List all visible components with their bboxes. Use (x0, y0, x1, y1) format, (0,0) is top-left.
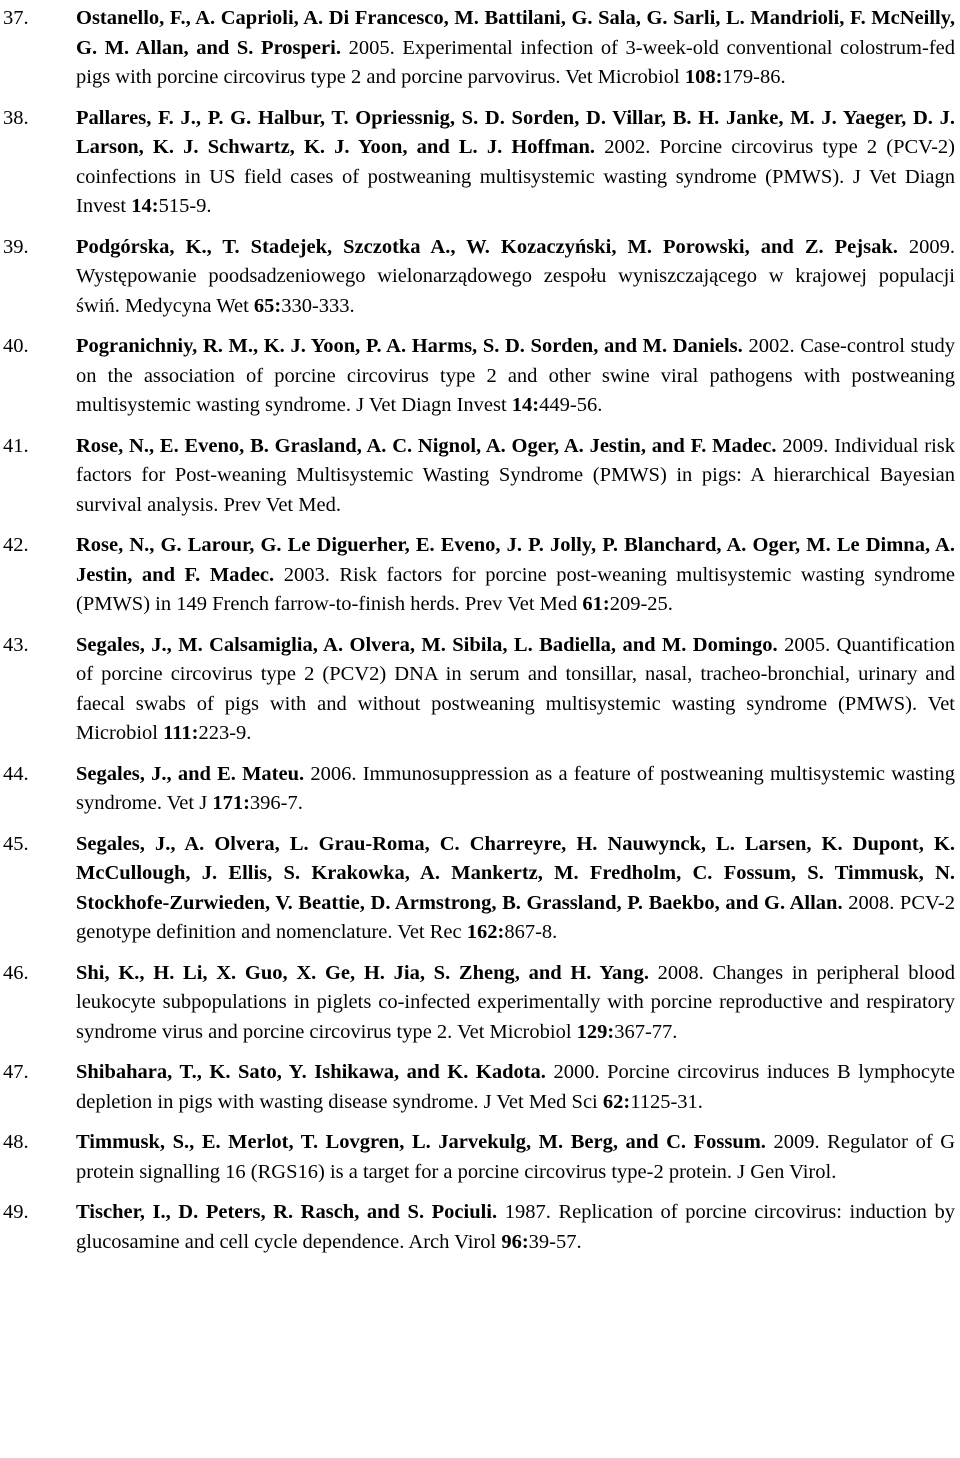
reference-volume: 62: (602, 1090, 631, 1113)
reference-authors: Ostanello, F., A. Caprioli, A. Di Francesco, M. Battilani, G. Sala, G. Sarli, L. Mandrioli, F. McNeilly, G. M. Allan, and S. Prosperi. (76, 7, 955, 59)
reference-journal: Vet Microbiol (565, 66, 680, 88)
reference-text (76, 104, 955, 222)
reference-text (76, 233, 955, 322)
reference-year: 2002. (748, 335, 795, 357)
reference-number: 47. (3, 1061, 29, 1083)
reference-authors: Podgórska, K., T. Stadejek, Szczotka A., W. Kozaczyński, M. Porowski, and Z. Pejsak. (76, 235, 898, 258)
reference-authors: Pallares, F. J., P. G. Halbur, T. Opriessnig, S. D. Sorden, D. Villar, B. H. Janke, M. J. Yaeger, D. J. Larson, K. J. Schwartz, K. J. Yoon, and L. J. Hoffman. (76, 106, 955, 158)
reference-entry (0, 4, 960, 93)
reference-journal: J Vet Diagn Invest (76, 165, 955, 217)
reference-entry (0, 760, 960, 819)
reference-text (76, 830, 955, 948)
reference-title: Replication of porcine circovirus: induction by glucosamine and cell cycle dependence. (76, 1201, 956, 1253)
reference-title: Risk factors for porcine post-weaning multisystemic wasting syndrome (PMWS) in 149 French farrow-to-finish herds. (76, 563, 956, 615)
reference-entry (0, 631, 960, 749)
reference-number: 41. (3, 434, 29, 457)
reference-title: Individual risk factors for Post-weaning Multisystemic Wasting Syndrome (PMWS) in pigs: A hierarchical Bayesian survival analysis. (76, 434, 955, 516)
reference-journal: Prev Vet Med. (223, 493, 341, 516)
reference-pages: 367-77. (614, 1020, 678, 1043)
reference-pages: 867-8. (504, 921, 558, 943)
reference-title: Quantification of porcine circovirus type 2 (PCV2) DNA in serum and tonsillar, nasal, tracheo-bronchial, urinary and faecal swabs of pigs with and without postweaning multisystemic wasting syndrome (PMWS). (76, 633, 956, 715)
reference-text (76, 959, 955, 1048)
reference-pages: 179-86. (722, 66, 786, 88)
reference-list (0, 4, 960, 1257)
reference-number: 37. (3, 7, 29, 29)
reference-title: Porcine circovirus induces B lymphocyte depletion in pigs with wasting disease syndrome. (76, 1061, 956, 1113)
reference-number: 44. (3, 762, 29, 785)
reference-volume: 171: (212, 792, 250, 814)
reference-journal: J Vet Med Sci (483, 1090, 598, 1113)
reference-year: 2008. (848, 891, 895, 914)
reference-pages: 396-7. (249, 792, 303, 814)
reference-year: 2005. (348, 36, 395, 59)
reference-volume: 96: (501, 1230, 529, 1253)
reference-title: Immunosuppression as a feature of postweaning multisystemic wasting syndrome. (76, 762, 956, 814)
reference-text (76, 531, 955, 620)
reference-pages: 515-9. (158, 195, 212, 217)
reference-title: Case-control study on the association of porcine circovirus type 2 and other swine viral pathogens with postweaning multisystemic wasting syndrome. (76, 335, 956, 416)
reference-journal: Vet J (166, 792, 208, 814)
reference-text (76, 1198, 955, 1257)
reference-volume: 111: (163, 722, 199, 744)
reference-number: 49. (3, 1201, 29, 1223)
reference-text (76, 332, 955, 421)
reference-entry (0, 104, 960, 222)
reference-text (76, 1128, 955, 1187)
reference-year: 2009. (773, 1131, 820, 1153)
reference-journal: Arch Virol (408, 1230, 497, 1253)
reference-year: 2006. (310, 762, 357, 785)
reference-pages: 223-9. (198, 722, 252, 744)
reference-year: 2000. (553, 1061, 600, 1083)
reference-authors: Segales, J., and E. Mateu. (76, 762, 305, 785)
reference-authors: Segales, J., M. Calsamiglia, A. Olvera, M. Sibila, L. Badiella, and M. Domingo. (76, 633, 778, 656)
reference-authors: Shibahara, T., K. Sato, Y. Ishikawa, and K. Kadota. (76, 1061, 546, 1083)
reference-year: 1987. (504, 1201, 551, 1223)
reference-year: 2003. (283, 563, 330, 586)
reference-text (76, 760, 955, 819)
reference-title: Występowanie poodsadzeniowego wielonarządowego zespołu wyniszczającego w krajowej populacji świń. (76, 265, 955, 317)
reference-volume: 162: (466, 921, 505, 943)
reference-entry (0, 830, 960, 948)
reference-pages: 209-25. (609, 593, 673, 615)
reference-authors: Segales, J., A. Olvera, L. Grau-Roma, C. Charreyre, H. Nauwynck, L. Larsen, K. Dupont, K. McCullough, J. Ellis, S. Krakowka, A. Mankertz, M. Fredholm, C. Fossum, S. Timmusk, N. Stockhofe-Zurwieden, V. Beattie, D. Armstrong, B. Grassland, P. Baekbo, and G. Allan. (76, 832, 955, 914)
reference-year: 2002. (604, 136, 651, 158)
reference-entry (0, 531, 960, 620)
reference-authors: Shi, K., H. Li, X. Guo, X. Ge, H. Jia, S. Zheng, and H. Yang. (76, 961, 649, 984)
reference-year: 2008. (657, 961, 704, 984)
reference-journal: Vet Microbiol (76, 692, 955, 744)
reference-entry (0, 332, 960, 421)
reference-entry (0, 1198, 960, 1257)
reference-year: 2009. (782, 434, 829, 457)
reference-number: 46. (3, 961, 29, 984)
reference-journal: J Vet Diagn Invest (356, 394, 507, 416)
reference-volume: 14: (511, 394, 540, 416)
reference-number: 39. (3, 235, 29, 258)
reference-authors: Tischer, I., D. Peters, R. Rasch, and S. Pociuli. (76, 1201, 498, 1223)
reference-authors: Pogranichniy, R. M., K. J. Yoon, P. A. Harms, S. D. Sorden, and M. Daniels. (76, 335, 743, 357)
reference-text (76, 4, 955, 93)
reference-volume: 129: (576, 1020, 615, 1043)
reference-number: 42. (3, 534, 29, 556)
reference-entry (0, 1128, 960, 1187)
reference-number: 48. (3, 1131, 29, 1153)
reference-year: 2009. (908, 235, 956, 258)
reference-entry (0, 233, 960, 322)
reference-journal: Medycyna Wet (124, 294, 249, 317)
reference-text (76, 1058, 955, 1117)
reference-journal: Vet Microbiol (457, 1020, 572, 1043)
reference-volume: 108: (684, 66, 723, 88)
reference-journal: Prev Vet Med (464, 593, 578, 615)
reference-pages: 449-56. (539, 394, 603, 416)
reference-number: 38. (3, 106, 29, 129)
reference-authors: Rose, N., G. Larour, G. Le Diguerher, E. Eveno, J. P. Jolly, P. Blanchard, A. Oger, M. Le Dimna, A. Jestin, and F. Madec. (76, 534, 955, 586)
reference-number: 45. (3, 832, 29, 855)
reference-entry (0, 1058, 960, 1117)
reference-number: 40. (3, 335, 29, 357)
reference-year: 2005. (784, 633, 831, 656)
reference-text (76, 432, 955, 521)
reference-title: Regulator of G protein signalling 16 (RGS16) is a target for a porcine circovirus type-2 protein. (76, 1131, 955, 1183)
reference-title: PCV-2 genotype definition and nomenclature. (76, 891, 955, 943)
reference-pages: 39-57. (528, 1230, 582, 1253)
reference-volume: 65: (253, 294, 282, 317)
reference-volume: 14: (131, 195, 159, 217)
reference-entry (0, 432, 960, 521)
reference-volume: 61: (582, 593, 610, 615)
reference-journal: Vet Rec (397, 921, 462, 943)
reference-title: Experimental infection of 3-week-old conventional colostrum-fed pigs with porcine circovirus type 2 and porcine parvovirus. (76, 36, 956, 88)
reference-title: Changes in peripheral blood leukocyte subpopulations in piglets co-infected experimentally with porcine reproductive and respiratory syndrome virus and porcine circovirus type 2. (76, 961, 955, 1043)
reference-pages: 330-333. (281, 294, 355, 317)
reference-text (76, 631, 955, 749)
reference-title: Porcine circovirus type 2 (PCV-2) coinfections in US field cases of postweaning multisystemic wasting syndrome (PMWS). (76, 136, 955, 188)
reference-number: 43. (3, 633, 29, 656)
reference-journal: J Gen Virol. (737, 1160, 837, 1183)
reference-entry (0, 959, 960, 1048)
reference-pages: 1125-31. (630, 1090, 703, 1113)
reference-authors: Timmusk, S., E. Merlot, T. Lovgren, L. Jarvekulg, M. Berg, and C. Fossum. (76, 1131, 766, 1153)
reference-authors: Rose, N., E. Eveno, B. Grasland, A. C. Nignol, A. Oger, A. Jestin, and F. Madec. (76, 434, 777, 457)
